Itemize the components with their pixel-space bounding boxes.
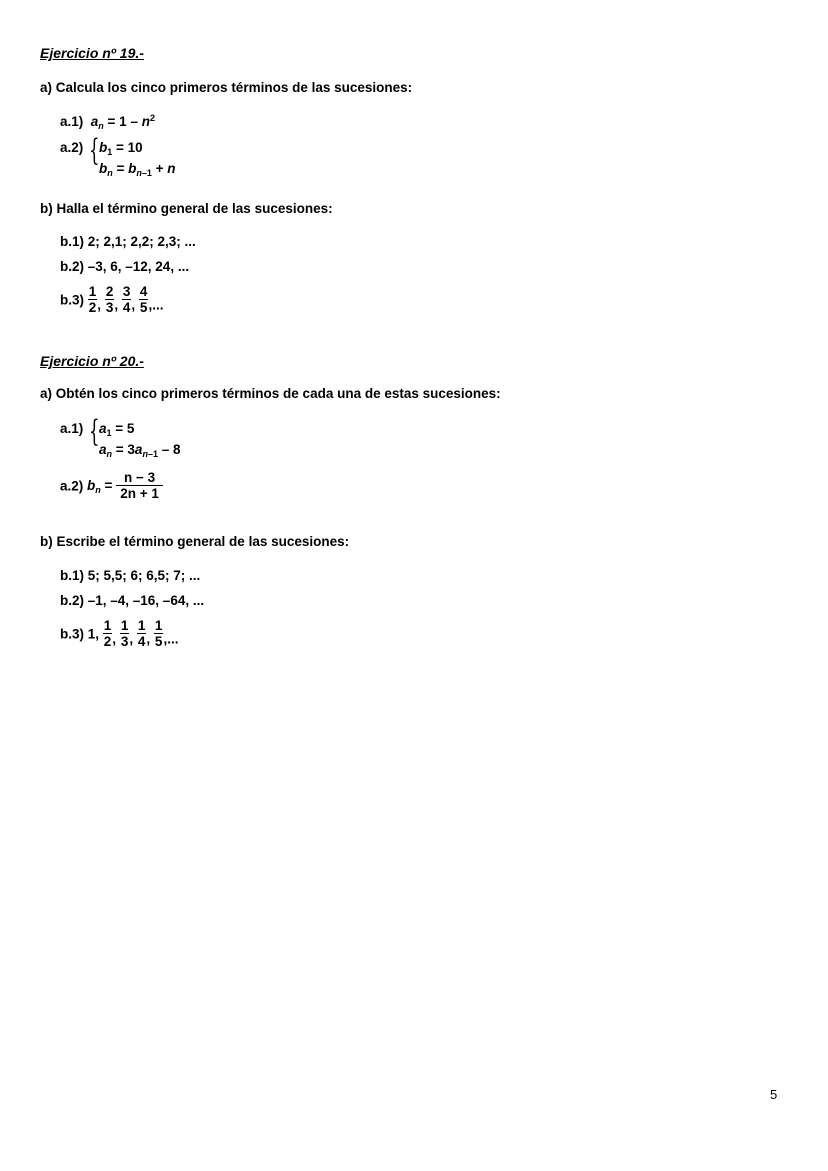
exercise-20-a1-eq1: $a_1 = 5$ bbox=[99, 421, 135, 438]
exercise-20-a1-label: a.1) bbox=[60, 421, 84, 436]
exercise-19-part-b: b) Halla el término general de las sucesiones: bbox=[40, 201, 333, 216]
exercise-19-title: Ejercicio nº 19.- bbox=[40, 45, 144, 61]
exercise-19-b1: b.1) 2; 2,1; 2,2; 2,3; ... bbox=[60, 234, 196, 249]
fraction: $\frac{1}{3}$ bbox=[120, 618, 129, 649]
exercise-19-a1: a.1) $a_n = 1 - n^2$ bbox=[60, 113, 155, 131]
exercise-20-a2: a.2) $b_n$ = $\frac{n - 3}{2n + 1}$ bbox=[60, 471, 163, 501]
exercise-20-b3: b.3) 1, $\frac{1}{2}$ , $\frac{1}{3}$ , $\frac{1}{4}$ , $\frac{1}{5}$ ,... bbox=[60, 618, 179, 649]
page-number: 5 bbox=[770, 1087, 778, 1102]
exercise-20-b2: b.2) –1, –4, –16, –64, ... bbox=[60, 593, 205, 608]
fraction: $\frac{3}{4}$ bbox=[122, 284, 131, 315]
exercise-19-b2: b.2) –3, 6, –12, 24, ... bbox=[60, 259, 190, 274]
exercise-20-part-b: b) Escribe el término general de las sucesiones: bbox=[40, 534, 350, 549]
fraction: $\frac{1}{5}$ bbox=[154, 618, 163, 649]
exercise-19-a2-eq1: $b_1 = 10$ bbox=[99, 140, 143, 157]
fraction: $\frac{n - 3}{2n + 1}$ bbox=[116, 471, 163, 501]
left-brace: { bbox=[89, 414, 100, 449]
exercise-19-part-a: a) Calcula los cinco primeros términos de las sucesiones: bbox=[40, 80, 413, 95]
fraction: $\frac{4}{5}$ bbox=[139, 284, 148, 315]
exercise-20-b1: b.1) 5; 5,5; 6; 6,5; 7; ... bbox=[60, 568, 201, 583]
exercise-19-b3: b.3) $\frac{1}{2}$ , $\frac{2}{3}$ , $\frac{3}{4}$ , $\frac{4}{5}$ ,... bbox=[60, 284, 164, 315]
fraction: $\frac{1}{4}$ bbox=[137, 618, 146, 649]
exercise-20-title: Ejercicio nº 20.- bbox=[40, 353, 144, 369]
exercise-19-a2-label: a.2) bbox=[60, 140, 84, 155]
fraction: $\frac{2}{3}$ bbox=[105, 284, 114, 315]
exercise-19-a2-eq2: $b_n = b_{n-1} + n$ bbox=[99, 161, 176, 178]
fraction: $\frac{1}{2}$ bbox=[103, 618, 112, 649]
exercise-20-part-a: a) Obtén los cinco primeros términos de cada una de estas sucesiones: bbox=[40, 386, 501, 401]
exercise-20-a1-eq2: $a_n = 3a_{n-1} - 8$ bbox=[99, 442, 181, 459]
left-brace: { bbox=[89, 133, 100, 168]
fraction: $\frac{1}{2}$ bbox=[88, 284, 97, 315]
